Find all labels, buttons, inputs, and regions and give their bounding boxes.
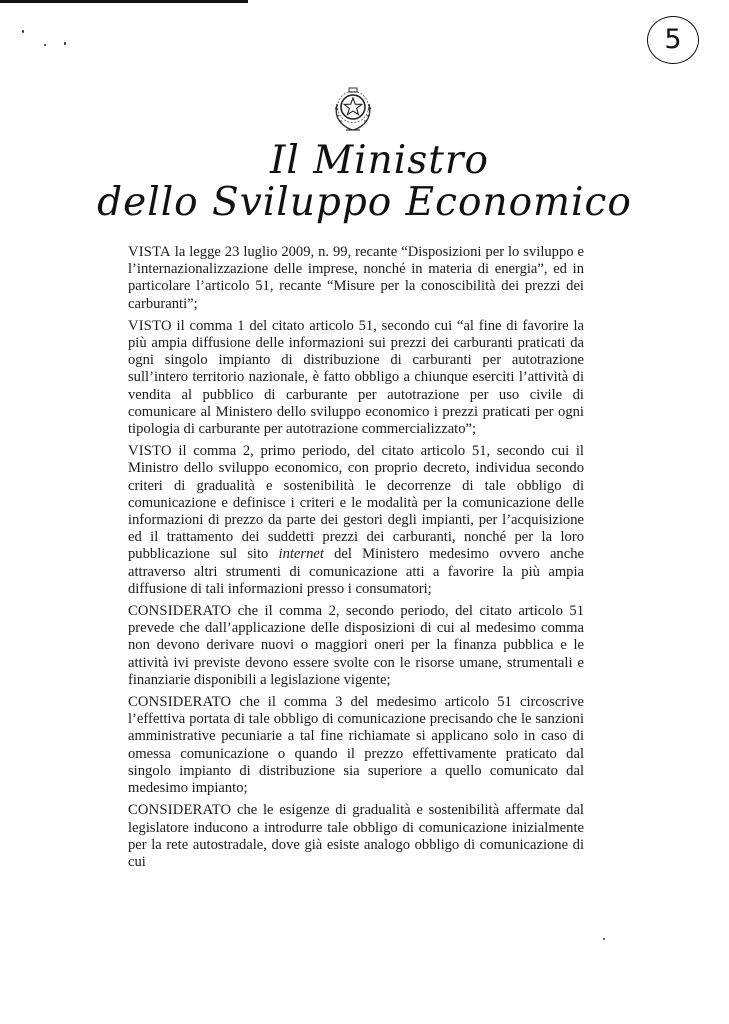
- paragraph: [128, 603, 584, 689]
- scan-speck: [44, 44, 46, 46]
- scan-top-rule: [0, 0, 248, 3]
- paragraph-text: che il comma 2, secondo periodo, del citato articolo 51 prevede che dall’applicazione delle disposizioni di cui al medesimo comma non devono derivare nuovi o maggiori oneri per la finanza pubblica e le attività ivi previste devono essere svolte con le risorse umane, strumentali e finanziarie disponibili a legislazione vigente;: [128, 603, 584, 688]
- paragraph-keyword: CONSIDERATO: [128, 694, 232, 711]
- page-number: 5: [647, 16, 699, 64]
- paragraph: [128, 318, 584, 438]
- paragraph-keyword: CONSIDERATO: [128, 802, 232, 819]
- scan-speck: [22, 30, 24, 33]
- paragraph: [128, 694, 584, 797]
- ministry-title-line-2: dello Sviluppo Economico: [97, 180, 632, 225]
- paragraph-keyword: VISTO: [128, 317, 172, 334]
- paragraph-keyword: VISTO: [128, 443, 172, 460]
- paragraph-text: che il comma 3 del medesimo articolo 51 circoscrive l’effettiva portata di tale obbligo di comunicazione precisando che le sanzioni amministrative pecuniarie a tal fine richiamate si applicano solo in caso di omessa comunicazione o quando il prezzo effettivamente praticato dal singolo impianto di distribuzione sia superiore a quello comunicato dal medesimo impianto;: [128, 694, 584, 797]
- paragraph: [128, 802, 584, 871]
- paragraph-keyword: CONSIDERATO: [128, 603, 232, 620]
- paragraph: [128, 244, 584, 313]
- paragraph-text: del Ministero medesimo ovvero anche attraverso altri strumenti di comunicazione atti a favorire la più ampia diffusione di tali informazioni presso i consumatori;: [128, 546, 584, 597]
- paragraph: [128, 443, 584, 598]
- decree-body: [128, 244, 584, 876]
- scan-speck: [603, 938, 605, 940]
- paragraph-text: che le esigenze di gradualità e sostenibilità affermate dal legislatore inducono a introdurre tale obbligo di comunicazione inizialmente per la rete autostradale, dove già esiste analogo obbligo di comunicazione di cui: [128, 802, 584, 870]
- paragraph-italic-term: internet: [278, 546, 324, 563]
- paragraph-text: la legge 23 luglio 2009, n. 99, recante “Disposizioni per lo sviluppo e l’internazionalizzazione delle imprese, nonché in materia di energia”, ed in particolare l’articolo 51, recante “Misure per la conoscibilità dei prezzi dei carburanti”;: [128, 244, 584, 312]
- paragraph-keyword: VISTA: [128, 244, 171, 260]
- paragraph-text: il comma 2, primo periodo, del citato articolo 51, secondo cui il Ministro dello sviluppo economico, con proprio decreto, individua secondo criteri di gradualità e sostenibilità le decorrenze di tale obbligo di comunicazione e definisce i criteri e le modalità per la comunicazione delle informazioni di prezzo da parte dei gestori degli impianti, per l’acquisizione ed il trattamento dei suddetti prezzi dei carburanti, nonché per la loro pubblicazione sul sito: [128, 443, 584, 563]
- republic-emblem-icon: [328, 84, 378, 134]
- ministry-title-line-1: Il Ministro: [269, 138, 490, 183]
- scan-speck: [64, 42, 66, 45]
- paragraph-text: il comma 1 del citato articolo 51, secondo cui “al fine di favorire la più ampia diffusione delle informazioni sui prezzi dei carburanti praticati da ogni singolo impianto di distribuzione di carburanti per autotrazione sull’intero territorio nazionale, è fatto obbligo a chiunque eserciti l’attività di vendita al pubblico di carburante per autotrazione per uso civile di comunicare al Ministero dello sviluppo economico i prezzi praticati per ogni tipologia di carburante per autotrazione commercializzato”;: [128, 317, 585, 438]
